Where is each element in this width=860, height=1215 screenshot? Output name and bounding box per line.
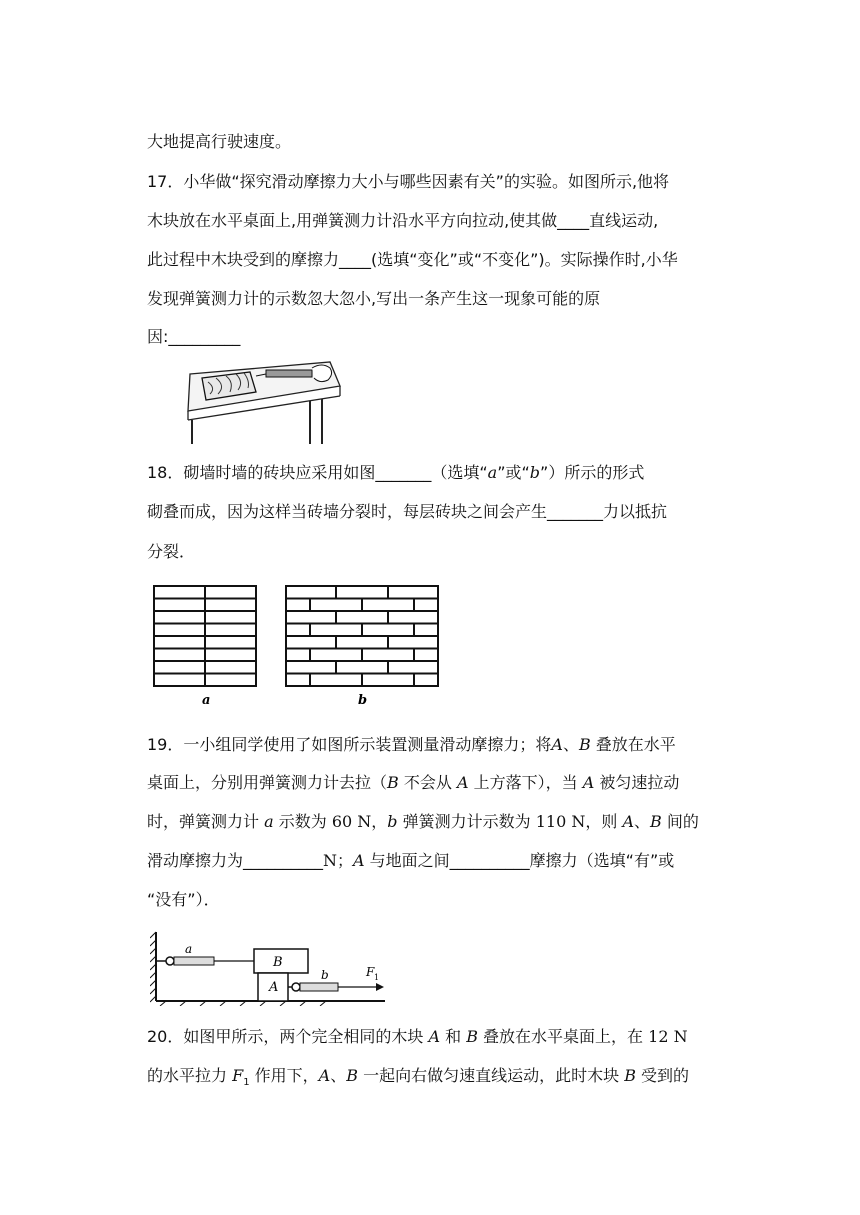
block-a-label: A: [269, 980, 279, 995]
q17-line-4: 发现弹簧测力计的示数忽大忽小,写出一条产生这一现象可能的原: [147, 289, 601, 308]
option-a: a: [487, 463, 498, 482]
q19-line-3: 时，弹簧测力计 a 示数为 60 N，b 弹簧测力计示数为 110 N，则 A、B 间的: [147, 812, 699, 831]
q20-line-1: 20．如图甲所示，两个完全相同的木块 A 和 B 叠放在水平桌面上，在 12 N: [147, 1027, 688, 1046]
q17-line-5: 因:_________: [147, 327, 241, 346]
q18-line-1: 18．砌墙时墙的砖块应采用如图_______（选填“a”或“b”）所示的形式: [147, 463, 645, 482]
q19-line-5: “没有”）．: [147, 890, 220, 909]
scale-b-label: b: [321, 968, 329, 982]
q18-line-2: 砌叠而成，因为这样当砖墙分裂时，每层砖块之间会产生_______力以抵抗: [147, 502, 668, 521]
q20-line-2: 的水平拉力 $F_1$ 作用下，A、B 一起向右做匀速直线运动，此时木块 B 受到的: [147, 1066, 690, 1089]
figure-label-a: a: [202, 693, 211, 708]
scale-a-label: a: [185, 942, 193, 956]
option-b: b: [529, 463, 541, 482]
brick-wall-b: [286, 586, 438, 686]
q17-line-2: 木块放在水平桌面上,用弹簧测力计沿水平方向拉动,使其做____直线运动,: [147, 211, 659, 230]
block-b-label: B: [273, 955, 283, 970]
q18-line-3: 分裂．: [147, 542, 196, 561]
q19-line-4: 滑动摩擦力为__________N；A 与地面之间__________摩擦力（选填“有”或: [147, 851, 675, 870]
q19-line-2: 桌面上，分别用弹簧测力计去拉（B 不会从 A 上方落下），当 A 被匀速拉动: [147, 773, 680, 792]
q17-line-3: 此过程中木块受到的摩擦力____(选填“变化”或“不变化”)。实际操作时,小华: [147, 250, 678, 269]
q17-line-1: 17．小华做“探究滑动摩擦力大小与哪些因素有关”的实验。如图所示,他将: [147, 172, 670, 191]
figure-label-b: b: [358, 693, 368, 708]
brick-wall-figures: [148, 582, 448, 708]
brick-wall-a: [154, 586, 256, 686]
force-f-subscript: 1: [374, 973, 380, 982]
q19-apparatus-diagram: [150, 926, 390, 1006]
q16-tail: 大地提高行驶速度。: [147, 132, 292, 151]
q19-line-1: 19．一小组同学使用了如图所示装置测量滑动摩擦力；将A、B 叠放在水平: [147, 735, 676, 754]
q17-table-figure: [180, 356, 355, 444]
force-f-label: F: [366, 965, 375, 979]
